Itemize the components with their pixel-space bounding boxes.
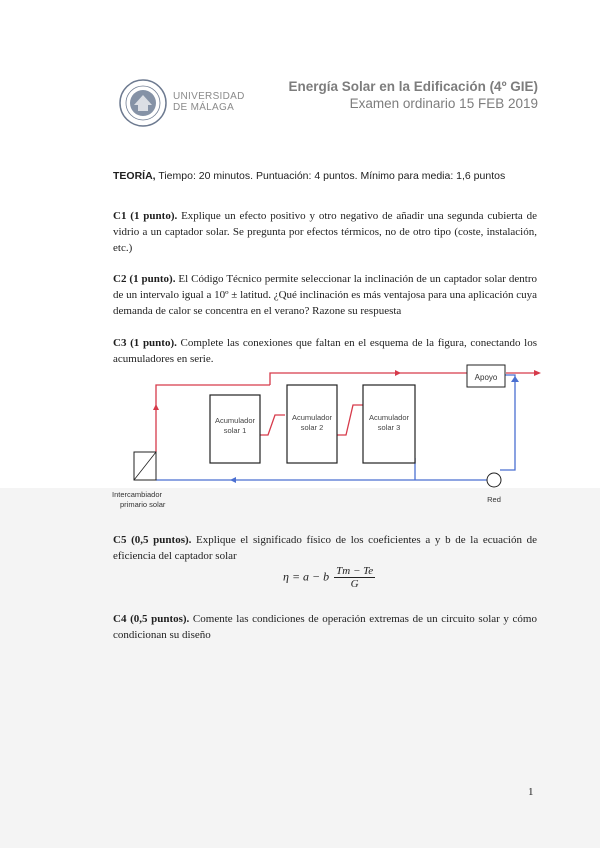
hot-main-line (270, 373, 470, 385)
question-c1-text: Explique un efecto positivo y otro negativo de añadir una segunda cubierta de vidrio a un captador solar. Se pregunta por efectos térmicos, no de otro tipo (coste, instalación, etc.) (113, 210, 537, 254)
page-number: 1 (528, 786, 534, 798)
question-c4-text: Comente las condiciones de operación extremas de un circuito solar y cómo condicionan su diseño (113, 613, 537, 641)
university-line1: UNIVERSIDAD (173, 91, 245, 102)
hot-arrow-left (153, 404, 159, 410)
formula-numerator: Tm − Te (336, 565, 374, 577)
question-c2 (113, 271, 537, 319)
exam-subtitle: Examen ordinario 15 FEB 2019 (349, 96, 538, 111)
cold-arrow (230, 477, 236, 483)
question-c3-label: C3 (1 punto). (113, 337, 177, 349)
exam-header (289, 78, 539, 112)
question-c5-label: C5 (0,5 puntos). (113, 534, 192, 546)
question-c1-label: C1 (1 punto). (113, 210, 178, 222)
tank-3-label-2: solar 3 (377, 423, 401, 432)
formula-denominator: G (350, 578, 359, 590)
university-seal-logo (118, 78, 168, 128)
efficiency-formula (283, 565, 375, 590)
formula-lhs: η = a − b (283, 569, 330, 584)
apoyo-label: Apoyo (474, 373, 498, 382)
exchanger-label-1: Intercambiador (112, 490, 163, 499)
question-c2-label: C2 (1 punto). (113, 273, 176, 285)
tank2-to-tank3-link (337, 405, 363, 435)
tank-1-label-1: Acumulador (214, 416, 256, 425)
tank-3-label-1: Acumulador (368, 413, 410, 422)
exchanger-label-2: primario solar (120, 500, 166, 509)
university-name (173, 91, 245, 113)
theory-label: TEORÍA, (113, 170, 156, 182)
tank-2-label-2: solar 2 (300, 423, 324, 432)
tank1-to-tank2-link (260, 415, 285, 435)
question-c4 (113, 611, 537, 643)
hot-outlet-arrow (534, 370, 541, 376)
solar-circuit-diagram (110, 360, 550, 520)
question-c3-text: Complete las conexiones que faltan en el esquema de la figura, conectando los acumuladores en serie. (113, 337, 537, 365)
theory-details: Tiempo: 20 minutos. Puntuación: 4 puntos. Mínimo para media: 1,6 puntos (155, 170, 506, 182)
red-label: Red (487, 495, 501, 504)
question-c2-text: El Código Técnico permite seleccionar la inclinación de un captador solar dentro de un intervalo igual a 10º ± latitud. ¿Qué inclinación es más ventajosa para una aplicación cuya demanda de calor se concentra en el verano? Razone su respuesta (113, 273, 537, 317)
cold-supply-line (500, 375, 515, 470)
university-line2: DE MÁLAGA (173, 102, 235, 113)
theory-line (113, 170, 505, 182)
question-c4-label: C4 (0,5 puntos). (113, 613, 190, 625)
question-c1 (113, 208, 537, 256)
question-c5 (113, 532, 537, 564)
red-mains-circle (487, 473, 501, 487)
tank-1-label-2: solar 1 (223, 426, 247, 435)
cold-supply-arrow (511, 376, 519, 382)
tank-2-label-1: Acumulador (291, 413, 333, 422)
formula-fraction (334, 565, 375, 590)
course-title: Energía Solar en la Edificación (4º GIE) (288, 79, 538, 94)
hot-arrow-mid (395, 370, 401, 376)
question-c5-text: Explique el significado físico de los coeficientes a y b de la ecuación de eficiencia del captador solar (113, 534, 537, 562)
